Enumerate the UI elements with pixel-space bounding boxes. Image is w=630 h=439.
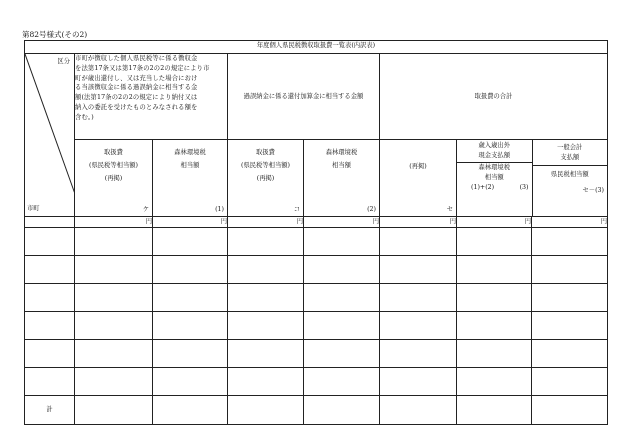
col-f-top-label-line: 現金支払額: [478, 152, 510, 159]
unit-cell: 円: [228, 217, 304, 228]
description-line: 含む。): [75, 113, 94, 121]
col-c-mark: コ: [293, 206, 300, 214]
col-c-label-line: 取扱費: [256, 149, 275, 156]
unit-cell: 円: [153, 217, 228, 228]
col-c-label-line: (再掲): [256, 175, 275, 182]
col-c-label-line: (県民税等相当額): [241, 162, 290, 169]
col-b-mark: (1): [215, 206, 224, 214]
col-b-header: [153, 140, 228, 217]
table-row: [25, 283, 608, 311]
shicho-label: 市町: [27, 205, 40, 213]
table-row: [25, 367, 608, 395]
table-row: [25, 227, 608, 255]
description-line: 額(法第17条の2の2の規定により納付又は: [75, 94, 198, 101]
col-c-header: [228, 140, 304, 217]
description-line: 納入の委託を受けたものとみなされる額を: [75, 103, 198, 111]
col-g-top-label-line: 一般会計: [557, 144, 583, 151]
unit-cell: 円: [75, 217, 153, 228]
col-f-mark: (3): [519, 184, 529, 191]
col-d-label-line: 相当額: [332, 162, 351, 169]
kubun-label: 区分: [57, 58, 70, 65]
col-a-header: [75, 140, 153, 217]
col-a-label-line: (再掲): [104, 175, 123, 182]
col-a-label-line: (県民税等相当額): [89, 162, 138, 169]
col-a-mark: ケ: [142, 206, 149, 214]
unit-cell: 円: [380, 217, 457, 228]
col-e-label: (再掲): [409, 163, 427, 170]
unit-cell: 円: [457, 217, 532, 228]
description-line: 市町が徴収した個人県民税等に係る徴収金: [75, 55, 198, 62]
table-row: [25, 255, 608, 283]
table-row: [25, 339, 608, 367]
col-g-formula: セ－(3): [582, 187, 605, 194]
col-g-header: [532, 140, 607, 216]
refund-interest-header: 過誤納金に係る還付加算金に相当する金額: [228, 54, 380, 140]
table-title: 年度個人県民税徴収取扱費一覧表(内訳表): [25, 41, 608, 54]
description-line: る当該徴収金に係る過誤納金に相当する金: [75, 84, 198, 92]
col-e-header: [380, 140, 457, 217]
total-label: 計: [25, 395, 75, 424]
description-line: 町が歳出還付し、又は充当した場合におけ: [75, 74, 198, 82]
refund-description: [75, 54, 228, 140]
col-g-top-label-line: 支払額: [560, 154, 580, 161]
col-b-label-line: 森林環境税: [174, 149, 206, 156]
kubun-header-cell: [25, 54, 75, 217]
col-f-top-label-line: 歳入歳出外: [478, 142, 510, 149]
col-fg-header: [457, 140, 608, 217]
total-fee-header: 取扱費の合計: [380, 54, 608, 140]
total-row: [25, 395, 608, 424]
form-number-label: 第82号様式(その2): [22, 30, 88, 39]
col-f-formula: (1)+(2): [471, 184, 495, 191]
table-row: [25, 311, 608, 339]
col-f-header: [457, 163, 532, 217]
unit-cell: 円: [532, 217, 608, 228]
collection-fee-table: [24, 40, 608, 425]
unit-row: [25, 217, 608, 228]
col-e-mark: セ: [446, 206, 453, 214]
col-g-label-line: 県民税相当額: [550, 171, 589, 178]
description-line: を法第17条又は第17条の2の2の規定により市: [75, 64, 210, 72]
col-f-label-line: 相当額: [484, 174, 504, 181]
col-f-label-line: 森林環境税: [478, 164, 510, 171]
col-d-label-line: 森林環境税: [325, 149, 358, 156]
col-d-mark: (2): [367, 206, 376, 214]
unit-cell: 円: [304, 217, 380, 228]
diagonal-divider: [25, 54, 75, 194]
col-d-header: [304, 140, 380, 217]
col-a-label-line: 取扱費: [104, 149, 123, 156]
col-b-label-line: 相当額: [180, 162, 200, 169]
col-f-top-header: [457, 140, 532, 163]
